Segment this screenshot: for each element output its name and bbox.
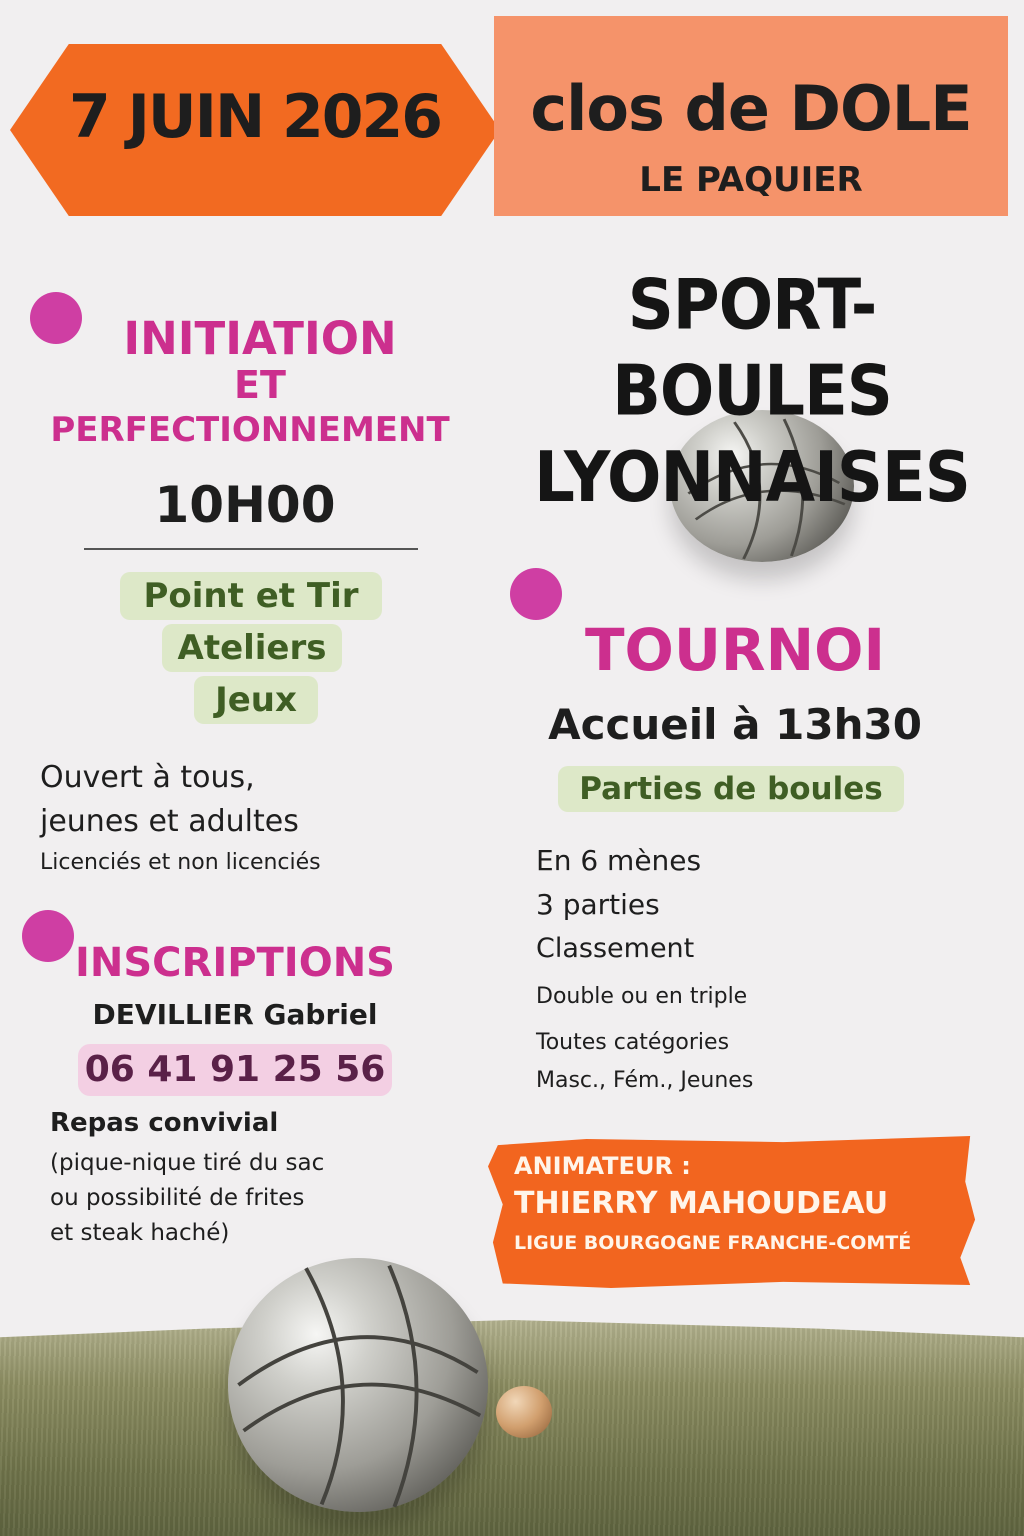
initiation-heading-1: INITIATION [123, 312, 397, 365]
initiation-heading-3: PERFECTIONNEMENT [50, 410, 450, 450]
bottom-boule-image [228, 1258, 488, 1512]
animateur-name: THIERRY MAHOUDEAU [514, 1186, 889, 1221]
divider [84, 548, 418, 550]
animateur-league: LIGUE BOURGOGNE FRANCHE-COMTÉ [514, 1232, 912, 1254]
bullet-dot [30, 292, 82, 344]
activity-tag: Ateliers [162, 624, 342, 672]
activity-tag: Jeux [194, 676, 318, 724]
venue-title: clos de DOLE [530, 72, 972, 145]
meal-line-1: (pique-nique tiré du sac [50, 1150, 325, 1176]
phone-number[interactable]: 06 41 91 25 56 [84, 1049, 386, 1090]
tournoi-tag: Parties de boules [558, 766, 904, 812]
open-text-2: jeunes et adultes [40, 804, 299, 839]
open-text-1: Ouvert à tous, [40, 760, 255, 795]
meal-line-2: ou possibilité de frites [50, 1185, 305, 1211]
bullet-dot [510, 568, 562, 620]
tournoi-heading: TOURNOI [584, 616, 886, 684]
title-line-2: LYONNAISES [534, 438, 970, 519]
activity-tag: Point et Tir [120, 572, 382, 620]
tournoi-detail: Masc., Fém., Jeunes [536, 1068, 754, 1093]
welcome-time: Accueil à 13h30 [548, 700, 922, 749]
animateur-label: ANIMATEUR : [514, 1152, 691, 1180]
tournoi-detail: Double ou en triple [536, 984, 748, 1009]
meal-title: Repas convivial [50, 1108, 279, 1138]
poster-title [492, 262, 1012, 521]
initiation-heading-2: ET [234, 363, 286, 407]
boule-grooves [228, 1258, 488, 1512]
inscriptions-heading: INSCRIPTIONS [75, 940, 395, 986]
tournoi-detail: 3 parties [536, 888, 660, 921]
tournoi-detail: Classement [536, 933, 695, 964]
event-date: 7 JUIN 2026 [68, 82, 442, 152]
cochonnet-image [496, 1386, 552, 1438]
open-text-3: Licenciés et non licenciés [40, 850, 321, 875]
initiation-time: 10H00 [154, 476, 336, 534]
venue-subtitle: LE PAQUIER [639, 160, 863, 200]
title-line-1: SPORT-BOULES [612, 265, 892, 432]
meal-line-3: et steak haché) [50, 1220, 230, 1246]
tournoi-detail: En 6 mènes [536, 844, 702, 877]
tournoi-detail: Toutes catégories [536, 1030, 730, 1055]
contact-name: DEVILLIER Gabriel [92, 998, 378, 1031]
